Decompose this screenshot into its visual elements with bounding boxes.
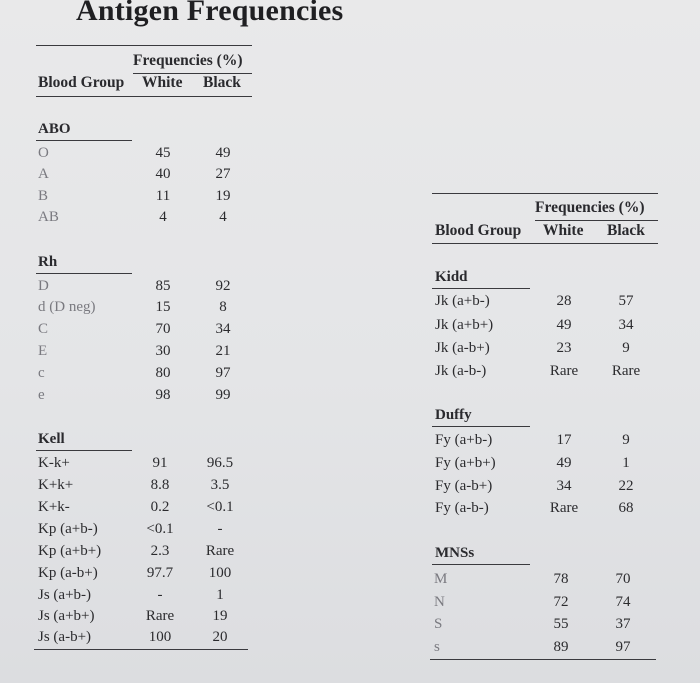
section-kidd: Kidd xyxy=(435,269,468,285)
page-title: Antigen Frequencies xyxy=(76,0,344,27)
col-white: White xyxy=(543,222,584,239)
top-rule xyxy=(432,193,658,194)
section-rule xyxy=(36,450,132,451)
section-mnss: MNSs xyxy=(435,545,475,561)
top-rule xyxy=(36,45,252,46)
col-black: Black xyxy=(203,74,241,91)
col-black: Black xyxy=(607,222,645,239)
frequencies-header: Frequencies (%) xyxy=(133,52,243,69)
section-rule xyxy=(432,564,530,565)
header-rule xyxy=(432,243,658,244)
section-kell: Kell xyxy=(38,431,65,447)
section-rule xyxy=(432,426,530,427)
bottom-rule xyxy=(34,649,248,650)
section-rule xyxy=(432,288,530,289)
bottom-rule xyxy=(430,659,656,660)
col-white: White xyxy=(142,74,183,91)
section-rh: Rh xyxy=(38,254,58,270)
header-rule xyxy=(36,96,252,97)
frequencies-underline xyxy=(535,220,658,221)
section-rule xyxy=(36,140,132,141)
frequencies-header: Frequencies (%) xyxy=(535,199,645,216)
section-rule xyxy=(36,273,132,274)
section-abo: ABO xyxy=(38,121,71,137)
col-blood-group: Blood Group xyxy=(38,74,125,91)
col-blood-group: Blood Group xyxy=(435,222,522,239)
section-duffy: Duffy xyxy=(435,407,472,423)
